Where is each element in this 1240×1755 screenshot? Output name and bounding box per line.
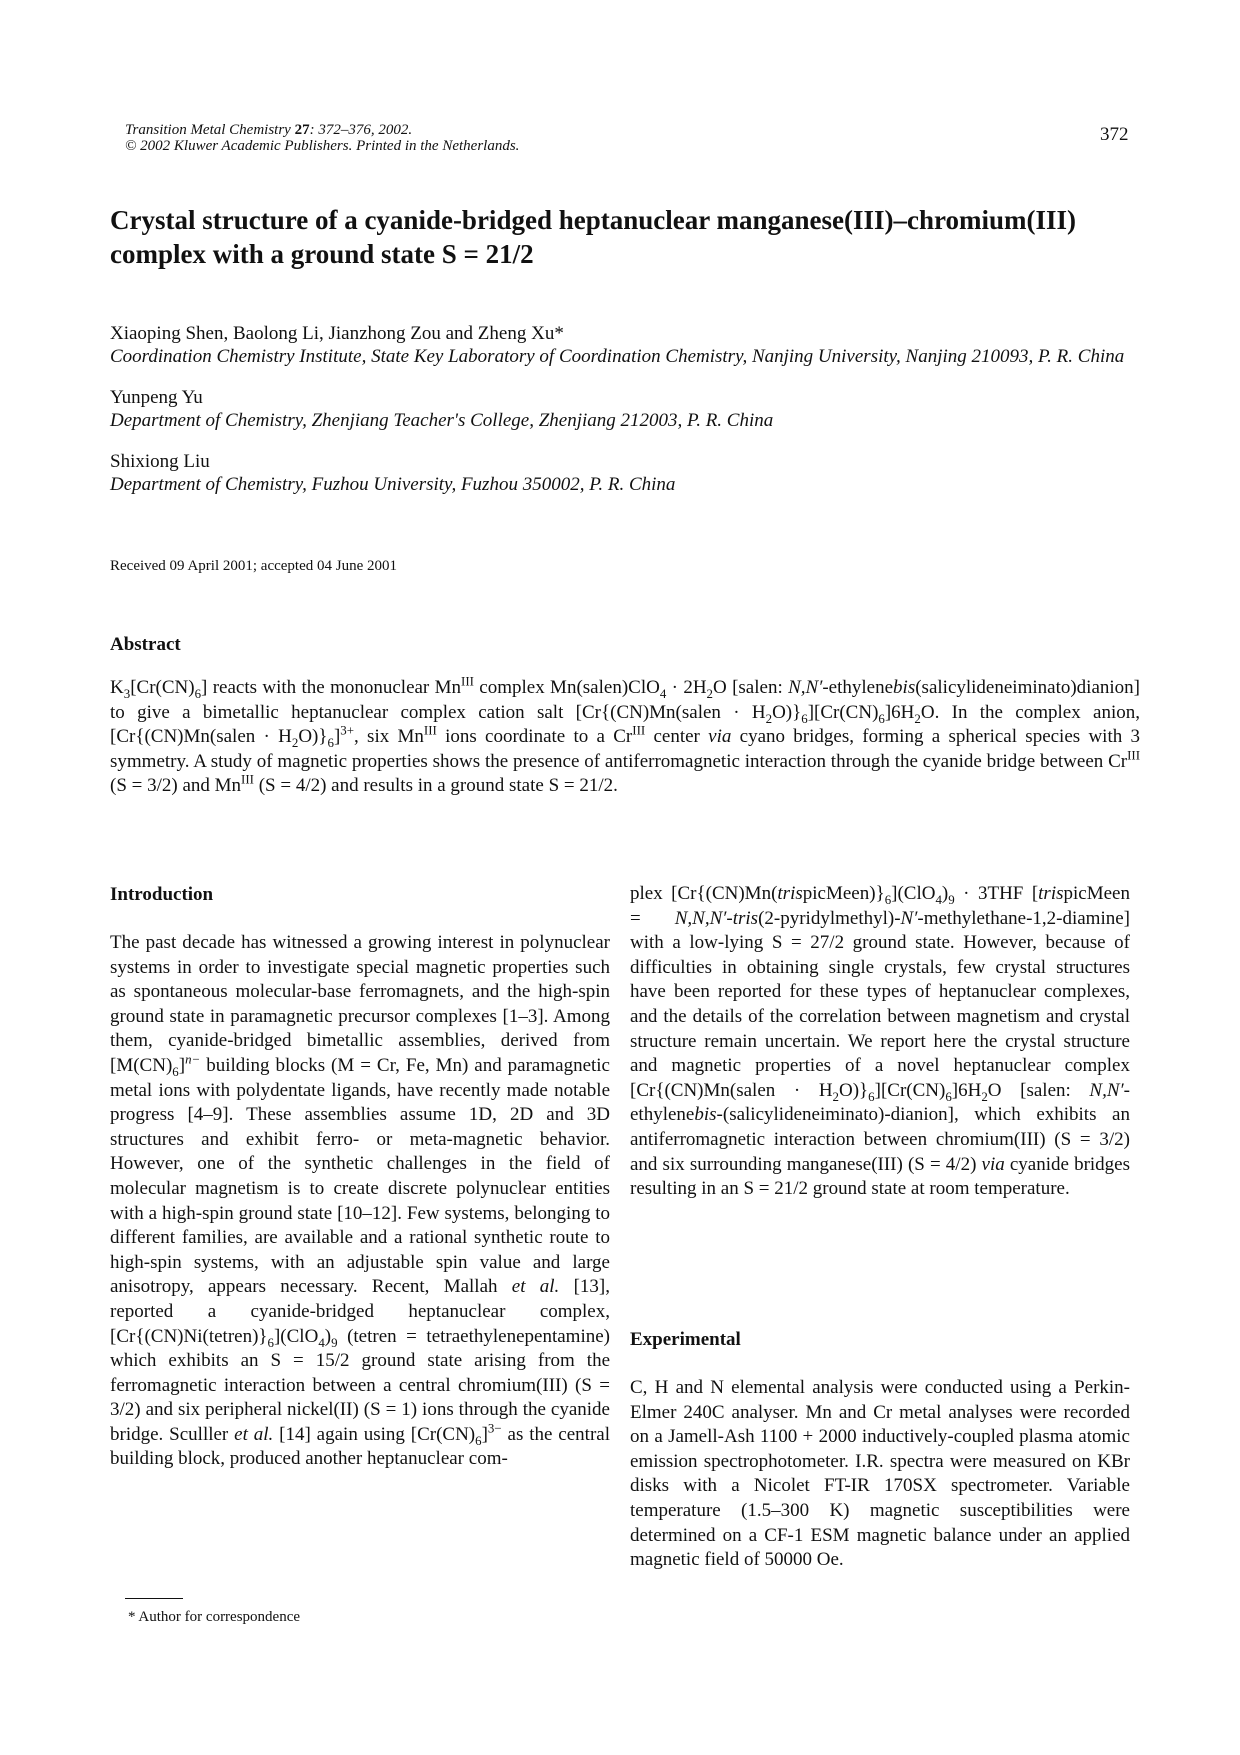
author-group [110,322,1140,368]
journal-name: Transition Metal Chemistry [125,122,291,138]
abstract-heading: Abstract [110,634,181,655]
experimental-paragraph: C, H and N elemental analysis were conducted using a Perkin-Elmer 240C analyser. Mn and Cr metal analyses were recorded on a Jamell-Ash 1100 + 2000 inductively-coupled plasma atomic emission spectrophotometer. I.R. spectra were measured on KBr disks with a Nicolet FT-IR 170SX spectrometer. Variable temperature (1.5–300 K) magnetic susceptibilities were determined on a CF-1 ESM magnetic balance under an applied magnetic field of 50000 Oe. [630,1377,1130,1571]
author-block [110,322,1140,514]
introduction-column [110,931,610,1472]
introduction-heading: Introduction [110,884,214,905]
page-number: 372 [1100,124,1129,145]
journal-pages: : 372–376, 2002. [309,122,413,138]
author-affiliation: Coordination Chemistry Institute, State Key Laboratory of Coordination Chemistry, Nanjing University, Nanjing 210093, P. R. China [110,346,1125,367]
author-names: Shixiong Liu [110,451,210,472]
author-names: Yunpeng Yu [110,387,203,408]
introduction-paragraph: The past decade has witnessed a growing interest in polynuclear systems in order to investigate special magnetic properties such as spontaneous molecular-base ferromagnets, and the high-spin ground state in paramagnetic precursor complexes [1–3]. Among them, cyanide-bridged bimetallic assemblies, derived from $[M(CN)_6]^{n-}$ building blocks (M = Cr, Fe, Mn) and paramagnetic metal ions with polydentate ligands, have recently made notable progress [4–9]. These assemblies assume 1D, 2D and 3D structures and exhibit ferro- or meta-magnetic behavior. However, one of the synthetic challenges in the field of molecular magnetism is to create discrete polynuclear entities with a high-spin ground state [10–12]. Few systems, belonging to different families, are available and a rational synthetic route to high-spin systems, with an adjustable spin value and large anisotropy, appears necessary. Recent, Mallah et al. [13], reported a cyanide-bridged heptanuclear complex, $[Cr\{(CN)Ni(tetren)\}_6](ClO_4)_9$ (tetren = tetraethylenepentamine) which exhibits an S = 15/2 ground state arising from the ferromagnetic interaction between a central chromium(III) (S = 3/2) and six peripheral nickel(II) (S = 1) ions through the cyanide bridge. Sculller et al. [14] again using $[Cr(CN)_6]^{3-}$ as the central building block, produced another heptanuclear com- [110,932,610,1470]
introduction-continuation-paragraph: plex $[Cr\{(CN)Mn(trispicMeen)\}_6](ClO_4)_9 \cdot 3THF$ [trispicMeen = N,N,N′-tris(2-pyridylmethyl)-N′-methylethane-1,2-diamine] with a low-lying S = 27/2 ground state. However, because of difficulties in obtaining single crystals, few crystal structures have been reported for these types of heptanuclear complexes, and the details of the correlation between magnetism and crystal structure remain uncertain. We report here the crystal structure and magnetic properties of a novel heptanuclear complex [Cr{(CN)Mn(salen · $H_2O)\}_6][Cr(CN)_6]6H_2O$ [salen: N,N′-ethylenebis-(salicylideneiminato)-dianion], which exhibits an antiferromagnetic interaction between chromium(III) (S = 3/2) and six surrounding manganese(III) (S = 4/2) via cyanide bridges resulting in an S = 21/2 ground state at room temperature. [630,883,1130,1200]
experimental-column [630,1376,1130,1573]
received-dates: Received 09 April 2001; accepted 04 June 2001 [110,558,398,574]
title-line-1: Crystal structure of a cyanide-bridged heptanuclear manganese(III)–chromium(III) [110,205,1076,235]
copyright-line: © 2002 Kluwer Academic Publishers. Printed in the Netherlands. [125,138,520,154]
author-group [110,386,1140,432]
paper-title [110,203,1140,271]
introduction-continuation-column [630,882,1130,1202]
abstract-text: $K_3[Cr(CN)_6]$ reacts with the mononuclear $Mn^{III}$ complex Mn(salen)ClO$_4$ · $2H_2O$ [salen: N,N′-ethylenebis(salicylideneiminato)dianion] to give a bimetallic heptanuclear complex cation salt [Cr{(CN)Mn(salen · $H_2O)\}_6][Cr(CN)_6]6H_2O$. In the complex anion, [Cr{(CN)Mn(salen · $H_2O)\}_6]^{3+}$, six $Mn^{III}$ ions coordinate to a $Cr^{III}$ center via cyano bridges, forming a spherical species with 3 symmetry. A study of magnetic properties shows the presence of antiferromagnetic interaction through the cyanide bridge between $Cr^{III}$ (S = 3/2) and $Mn^{III}$ (S = 4/2) and results in a ground state S = 21/2. [110,673,1141,796]
title-line-2: complex with a ground state S = 21/2 [110,239,534,269]
author-affiliation: Department of Chemistry, Fuzhou University, Fuzhou 350002, P. R. China [110,474,676,495]
author-affiliation: Department of Chemistry, Zhenjiang Teacher's College, Zhenjiang 212003, P. R. China [110,410,774,431]
journal-volume: 27 [294,122,310,138]
journal-line [125,122,519,138]
footnote-rule [125,1598,183,1599]
author-names: Xiaoping Shen, Baolong Li, Jianzhong Zou and Zheng Xu* [110,323,564,344]
footnote: * Author for correspondence [128,1609,301,1625]
author-group [110,450,1140,496]
experimental-heading: Experimental [630,1329,741,1350]
journal-citation [125,122,519,154]
